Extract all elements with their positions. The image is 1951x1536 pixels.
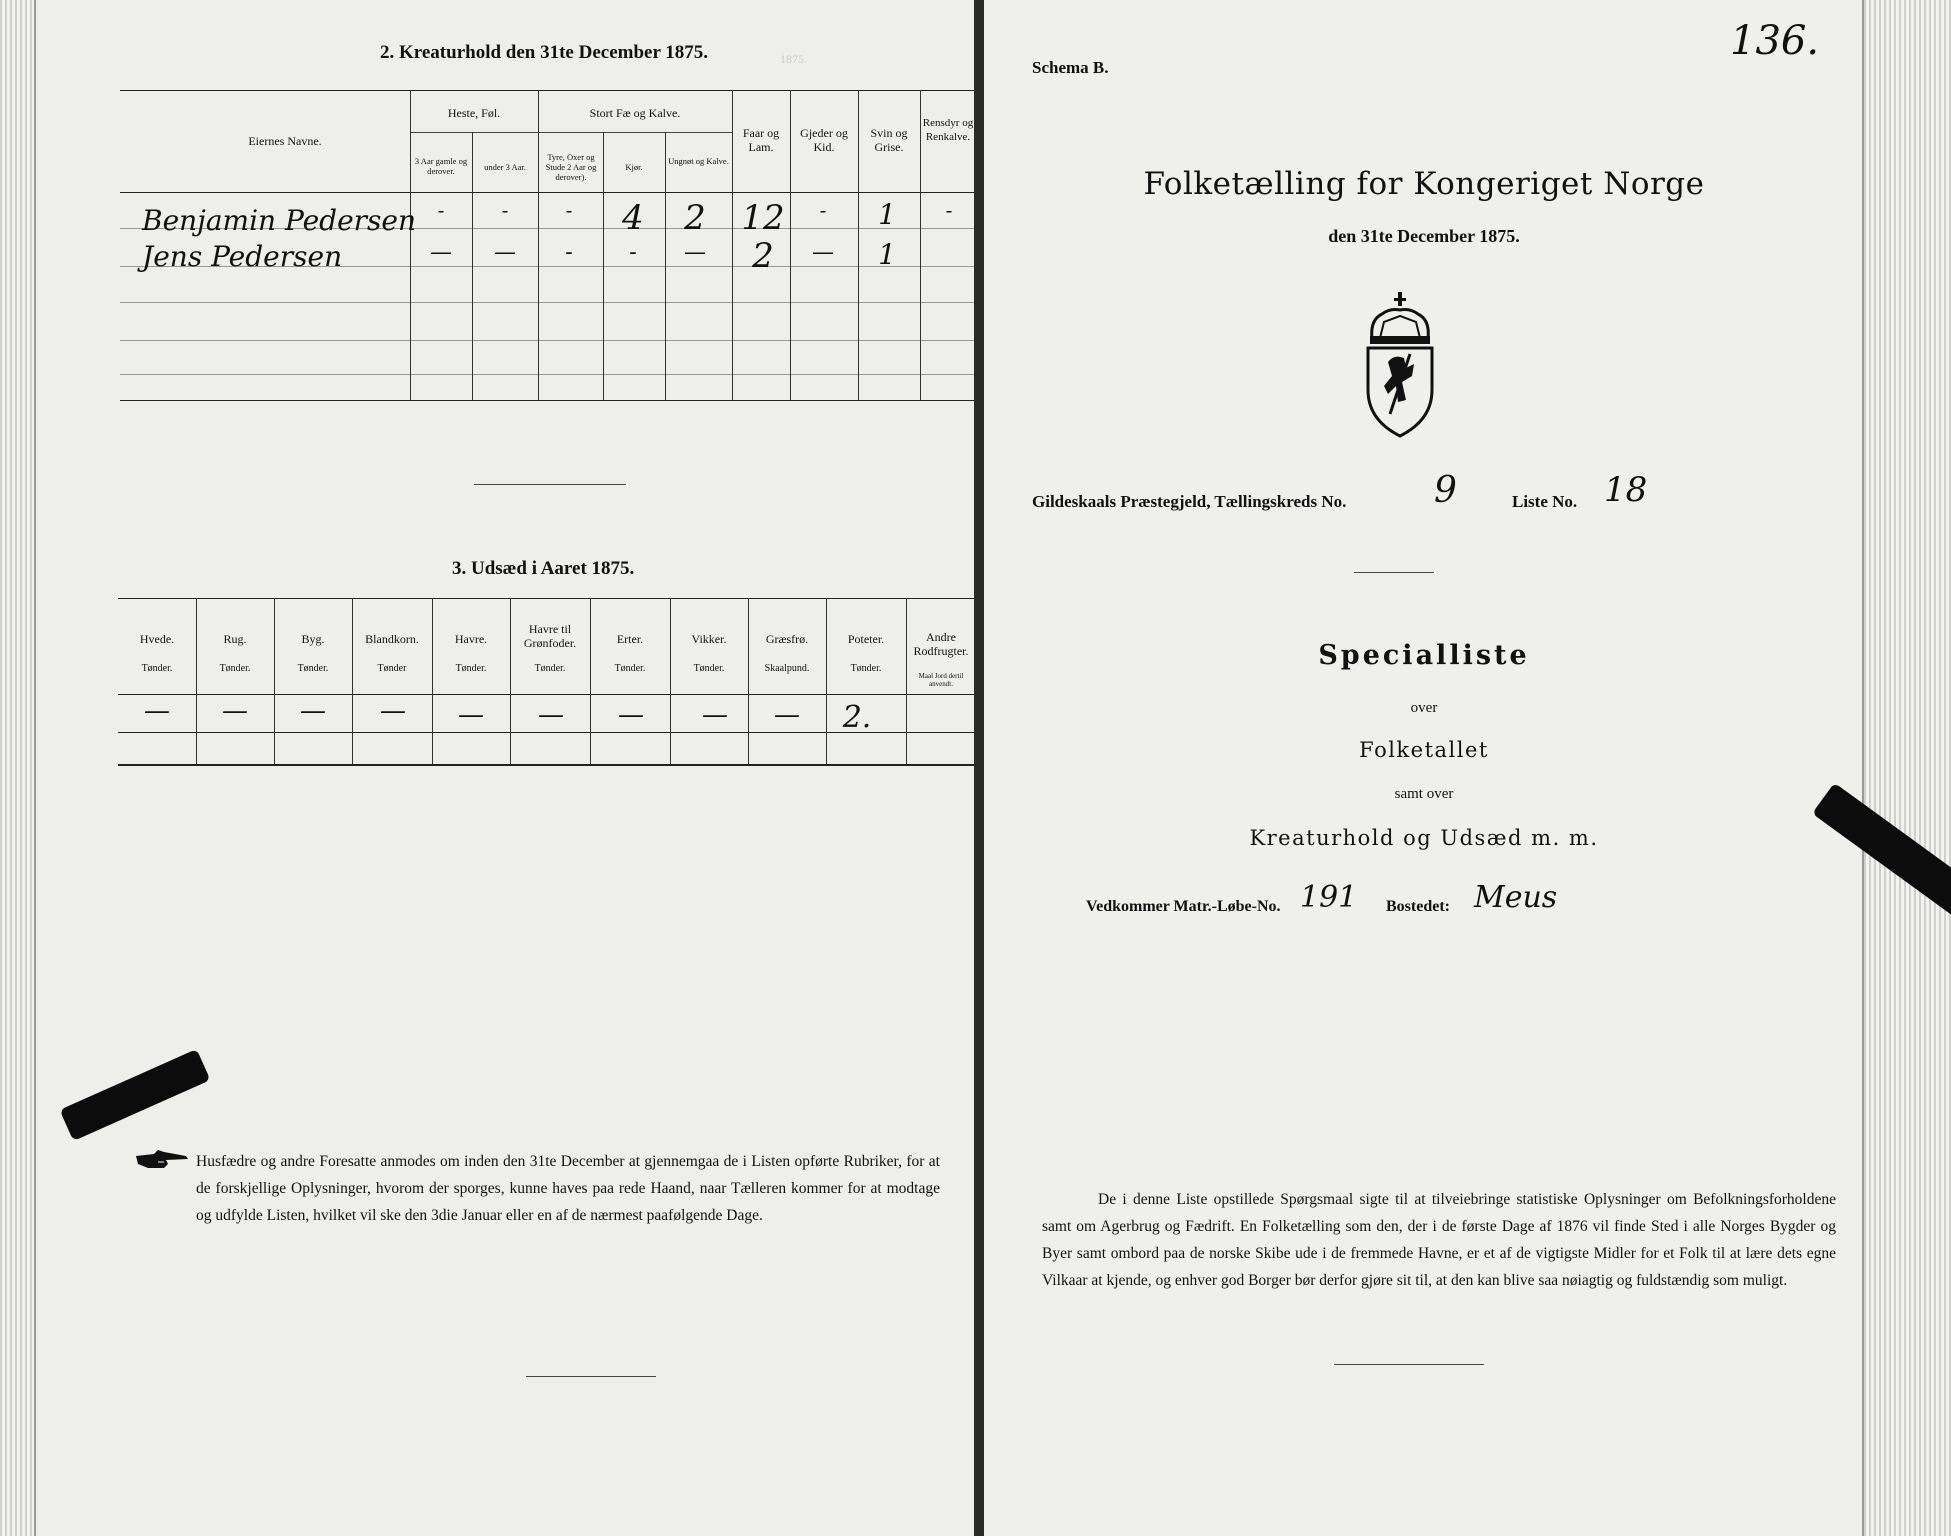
sub-header-heste-2: under 3 Aar. [484,162,526,172]
table-cell: 2 [752,236,774,276]
matr-number: 191 [1300,880,1358,915]
table-cell: — [300,696,326,726]
bosted-value: Meus [1474,880,1558,915]
col-header-rensdyr: Rensdyr og Renkalve. [922,117,974,143]
col-divider [748,598,749,764]
col-divider [472,132,473,400]
unit-rug: Tønder. [219,663,251,674]
unit-havre-gronfoder: Tønder. [534,663,566,674]
bleed-through-text: 1875. [780,52,807,66]
table-cell: — [222,696,248,726]
col-divider [196,598,197,764]
table3-top-rule [118,598,974,599]
col-divider [670,598,671,764]
page-edges-right [1864,0,1951,1536]
table-cell: — [812,240,834,265]
page-number: 136. [1730,18,1820,64]
col-divider [590,598,591,764]
section-divider [526,1376,656,1377]
table-cell: - [501,198,509,222]
section-divider [1334,1364,1484,1365]
table-cell: — [380,696,406,726]
table2-row-rule [120,374,974,375]
col-header-rug: Rug. [223,632,247,646]
instructions-notice: Husfædre og andre Foresatte anmodes om inden den 31te December at gjennemgaa de i Listen opførte Rubriker, for at de forskjellige Oplysninger, hvorom der sporges, kunne haves paa rede Haand, naar Tælleren kommer for at modtage og udfylde Listen, hvilket vil ske den 3die Januar eller en af de nærmest paafølgende Dage. [196,1153,940,1224]
unit-graesfro: Skaalpund. [764,663,810,674]
section2-title: 2. Kreaturhold den 31te December 1875. [380,42,709,63]
col-header-vikker: Vikker. [691,632,727,646]
main-title: Folketælling for Kongeriget Norge [1143,166,1705,202]
col-header-graesfro: Græsfrø. [765,632,809,646]
over-label: over [1410,700,1438,716]
table2-row-rule [120,340,974,341]
col-divider [732,90,733,400]
col-header-havre-gronfoder: Havre til Grønfoder. [523,622,577,650]
sub-header-heste-1: 3 Aar gamle og derover. [414,156,468,176]
table-cell: — [494,240,516,265]
book-gutter [974,0,984,1536]
section-divider [474,484,626,485]
schema-label: Schema B. [1032,58,1109,77]
table-cell: 4 [622,198,644,238]
col-divider [858,90,859,400]
table-cell: — [618,700,644,730]
table-cell: 2 [684,198,706,238]
census-date: den 31te December 1875. [1328,226,1520,246]
liste-number: 18 [1604,470,1648,510]
table2-top-rule [120,90,974,91]
col-header-andre-rodfrugter: Andre Rodfrugter. [913,630,969,658]
col-header-faar: Faar og Lam. [742,126,780,154]
col-header-byg: Byg. [301,632,325,646]
folketallet-heading: Folketallet [1359,738,1489,762]
owner-name-cell: Benjamin Pedersen [142,204,416,237]
table-cell: 12 [741,198,785,238]
col-divider [432,598,433,764]
unit-poteter: Tønder. [850,663,882,674]
parish-label: Gildeskaals Præstegjeld, Tællingskreds No. [1032,492,1347,511]
unit-byg: Tønder. [297,663,329,674]
col-header-erter: Erter. [616,632,644,646]
table3-bottom-rule [118,764,974,766]
page-edges-left [0,0,34,1536]
table-cell: 1 [878,238,896,271]
table3-head-rule [118,694,974,695]
kreaturhold-heading: Kreaturhold og Udsæd m. m. [1249,826,1599,850]
owner-name-cell: Jens Pedersen [142,240,343,273]
table-cell: 2. [842,700,872,735]
kreds-number: 9 [1434,470,1457,511]
col-divider [410,90,411,400]
col-header-hvede: Hvede. [139,632,175,646]
table-cell: — [774,700,800,730]
table-cell: — [538,700,564,730]
coat-of-arms-icon [1360,290,1440,440]
section-divider [1354,572,1434,573]
table-cell: - [945,198,953,222]
table2-bottom-rule [120,400,974,401]
matr-label: Vedkommer Matr.-Løbe-No. [1086,898,1281,915]
table-cell: - [565,240,573,265]
bosted-label: Bostedet: [1386,898,1450,915]
unit-havre: Tønder. [455,663,487,674]
col-divider [274,598,275,764]
section3-title: 3. Udsæd i Aaret 1875. [452,558,635,579]
table-cell: - [565,198,573,222]
table-cell: — [684,240,706,265]
col-header-poteter: Poteter. [847,632,885,646]
col-header-gjeder: Gjeder og Kid. [800,126,848,154]
table-cell: — [144,696,170,726]
left-page [0,0,974,1536]
col-header-owner: Eiernes Navne. [248,134,322,148]
group-header-stort-fae: Stort Fæ og Kalve. [589,106,681,120]
table-cell: - [629,240,637,265]
intro-paragraph: De i denne Liste opstillede Spørgsmaal sigte til at tilveiebringe statistiske Oplysninger om Befolkningsforholdene samt om Agerbrug og Fædrift. En Folketælling som den, der i de første Dage af 1876 vil finde Sted i alle Norges Bygder og Byer samt ombord paa de norske Skibe ude i de fremmede Havne, er et af de vigtigste Midler for et Folk til at lære dets egne Vilkaar at kjende, og enhver god Borger bør derfor gjøre sit til, at den kan blive saa nøiagtig og fuldstændig som muligt. [1042,1191,1836,1289]
col-divider [538,90,539,400]
col-header-svin: Svin og Grise. [870,126,908,154]
unit-andre-rodfrugter: Maal Jord dertil anvendt. [918,672,964,688]
group-header-heste: Heste, Føl. [447,106,501,120]
table-cell: - [819,198,827,222]
col-header-havre: Havre. [454,632,488,646]
unit-hvede: Tønder. [141,663,173,674]
sub-header-stort-1: Tyre, Oxer og Stude 2 Aar og derover). [545,152,597,182]
table2-subhead-rule [410,132,732,133]
page-edge-line [34,0,36,1536]
liste-label: Liste No. [1512,492,1578,511]
table-cell: — [702,700,728,730]
col-divider [603,132,604,400]
table2-row-rule [120,302,974,303]
col-divider [352,598,353,764]
col-divider [790,90,791,400]
table-cell: — [430,240,452,265]
unit-vikker: Tønder. [693,663,725,674]
sub-header-stort-3: Ungnøt og Kalve. [668,156,729,166]
table-cell: — [458,700,484,730]
unit-blandkorn: Tønder [377,663,407,674]
right-page [984,0,1951,1536]
unit-erter: Tønder. [614,663,646,674]
specialliste-heading: Specialliste [1318,640,1530,671]
col-divider [510,598,511,764]
table-cell: - [437,198,445,222]
bookmark-ribbon [60,1049,211,1141]
col-divider [906,598,907,764]
sub-header-stort-2: Kjør. [625,162,643,172]
col-divider [665,132,666,400]
pointing-hand-icon [134,1148,190,1172]
col-divider [826,598,827,764]
samt-over-label: samt over [1394,786,1454,802]
table-cell: 1 [878,198,896,231]
col-header-blandkorn: Blandkorn. [365,632,419,646]
col-divider [920,90,921,400]
table2-head-rule [120,192,974,193]
